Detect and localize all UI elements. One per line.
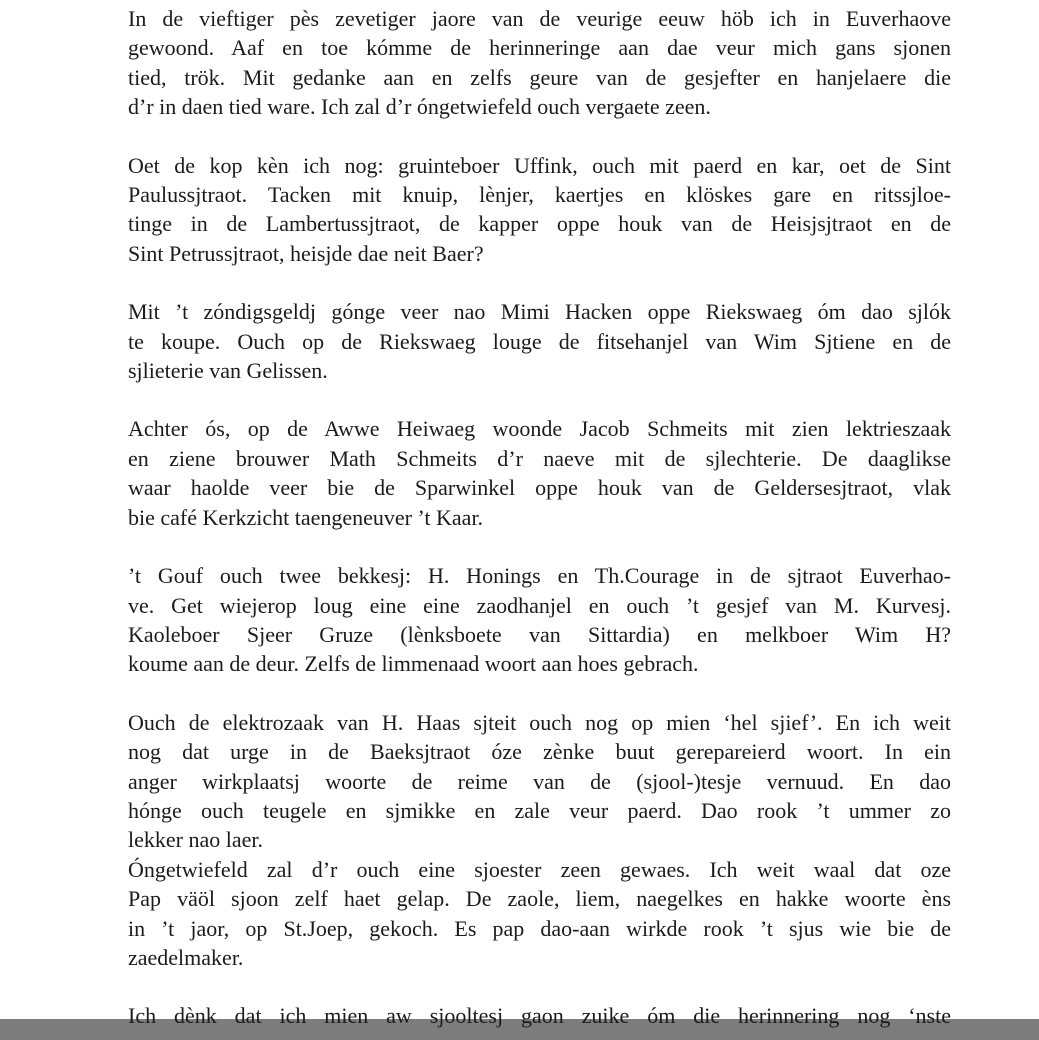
text-line: ve. Get wiejerop loug eine eine zaodhanjel en ouch ’t gesjef van M. Kurvesj. <box>128 592 951 618</box>
text-line: ’t Gouf ouch twee bekkesj: H. Honings en Th.Courage in de sjtraot Euverhao- <box>128 563 951 589</box>
text-line: anger wirkplaatsj woorte de reime van de (sjool-)tesje vernuud. En dao <box>128 768 951 794</box>
text-line: In de vieftiger pès zevetiger jaore van de veurige eeuw höb ich in Euverhaove <box>128 6 951 31</box>
text-line: koume aan de deur. Zelfs de limmenaad woort aan hoes gebrach. <box>128 651 699 677</box>
text-line: bie café Kerkzicht taengeneuver ’t Kaar. <box>128 504 484 530</box>
text-line: Oet de kop kèn ich nog: gruinteboer Uffink, ouch mit paerd en kar, oet de Sint <box>128 152 951 178</box>
text-line: lekker nao laer. <box>128 827 263 853</box>
text-line: Ouch de elektrozaak van H. Haas sjteit ouch nog op mien ‘hel sjief’. En ich weit <box>128 709 951 735</box>
text-line: zaedelmaker. <box>128 944 244 970</box>
text-line: te koupe. Ouch op de Riekswaeg louge de fitsehanjel van Wim Sjtiene en de <box>128 328 951 354</box>
text-line: tinge in de Lambertussjtraot, de kapper oppe houk van de Heisjsjtraot en de <box>128 211 951 237</box>
text-line: gewoond. Aaf en toe kómme de herinneringe aan dae veur mich gans sjonen <box>128 35 951 61</box>
paragraph <box>128 414 951 532</box>
text-line: d’r in daen tied ware. Ich zal d’r óngetwiefeld ouch vergaete zeen. <box>128 94 711 120</box>
paragraph <box>128 297 951 385</box>
text-line: hónge ouch teugele en sjmikke en zale veur paerd. Dao rook ’t ummer zo <box>128 797 951 823</box>
text-line: in ’t jaor, op St.Joep, gekoch. Es pap dao-aan wirkde rook ’t sjus wie bie de <box>128 915 951 941</box>
paragraph <box>128 708 951 855</box>
text-line: Kaoleboer Sjeer Gruze (lènksboete van Sittardia) en melkboer Wim H? <box>128 621 951 647</box>
text-line: Sint Petrussjtraot, heisjde dae neit Baer? <box>128 240 484 266</box>
text-line: Óngetwiefeld zal d’r ouch eine sjoester zeen gewaes. Ich weit waal dat oze <box>128 856 951 882</box>
text-line: en ziene brouwer Math Schmeits d’r naeve mit de sjlechterie. De daaglikse <box>128 445 951 471</box>
text-line: Pap väöl sjoon zelf haet gelap. De zaole, liem, naegelkes en hakke woorte èns <box>128 886 951 912</box>
text-line: sjlieterie van Gelissen. <box>128 358 328 384</box>
text-line: waar haolde veer bie de Sparwinkel oppe houk van de Geldersesjtraot, vlak <box>128 475 951 501</box>
text-line: tied, trök. Mit gedanke aan en zelfs geure van de gesjefter en hanjelaere die <box>128 64 951 90</box>
text-line: nog dat urge in de Baeksjtraot óze zènke buut gerepareierd woort. In ein <box>128 739 951 765</box>
text-line: Mit ’t zóndigsgeldj gónge veer nao Mimi Hacken oppe Riekswaeg óm dao sjlók <box>128 299 951 325</box>
text-line: Paulussjtraot. Tacken mit knuip, lènjer, kaertjes en klöskes gare en ritssjloe- <box>128 182 951 208</box>
paragraph <box>128 151 951 269</box>
paragraph <box>128 1001 951 1030</box>
text-column <box>128 0 951 1031</box>
paragraph <box>128 4 951 122</box>
text-line: Achter ós, op de Awwe Heiwaeg woonde Jacob Schmeits mit zien lektrieszaak <box>128 416 951 442</box>
text-line: Ich dènk dat ich mien aw sjooltesj gaon zuike óm die herinnering nog ‘nste <box>128 1003 951 1029</box>
paragraph <box>128 561 951 679</box>
paragraph <box>128 855 951 973</box>
